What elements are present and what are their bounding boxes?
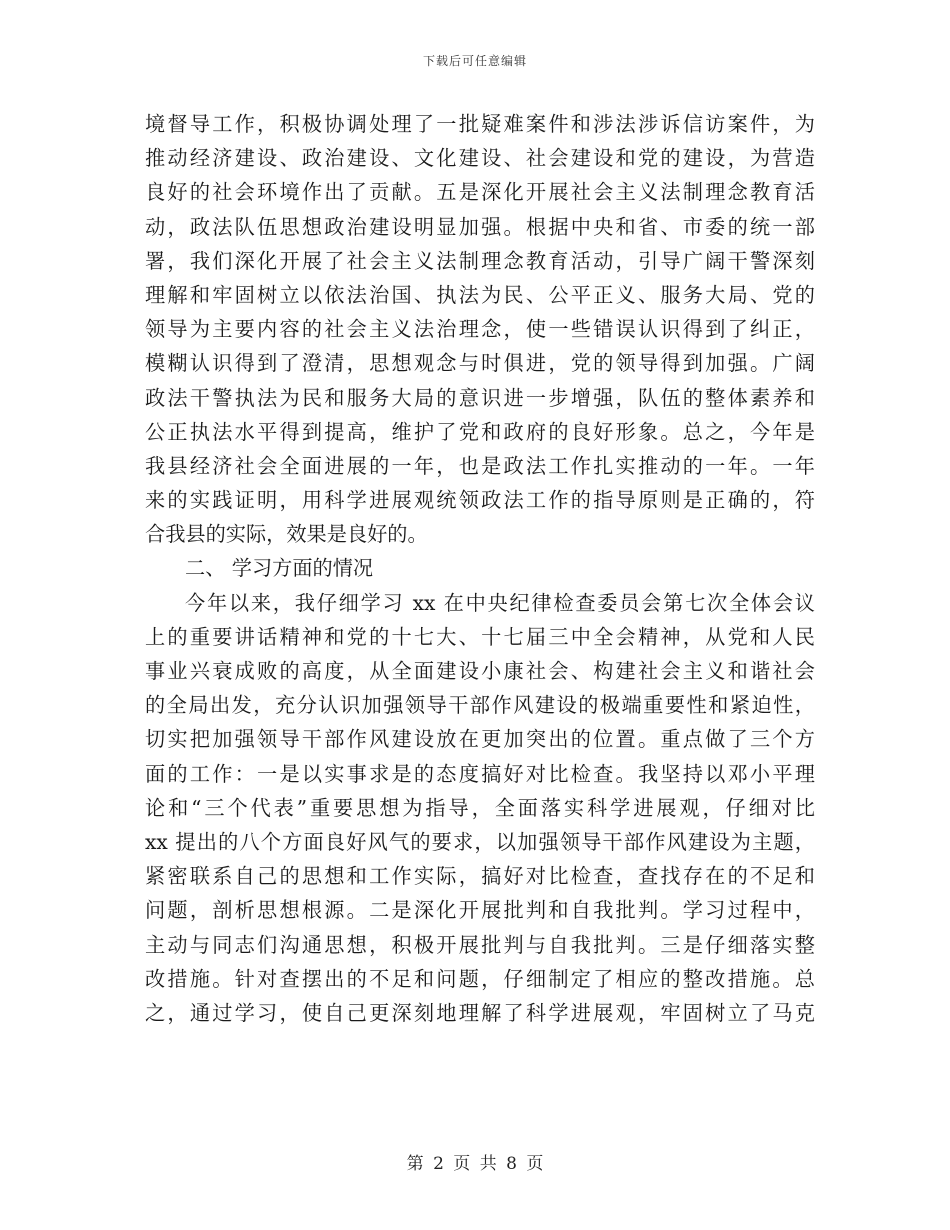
body-line: 动，政法队伍思想政治建设明显加强。根据中央和省、市委的统一部 xyxy=(145,214,815,239)
body-line: 政法干警执法为民和服务大局的意识进一步增强，队伍的整体素养和 xyxy=(145,385,815,410)
body-line: 良好的社会环境作出了贡献。五是深化开展社会主义法制理念教育活 xyxy=(145,180,815,205)
body-line: 上的重要讲话精神和党的十七大、十七届三中全会精神，从党和人民 xyxy=(145,624,815,649)
page-number: 第 2 页 共 8 页 xyxy=(406,1154,544,1174)
body-line: 的全局出发，充分认识加强领导干部作风建设的极端重要性和紧迫性， xyxy=(145,693,815,718)
body-line: 问题，剖析思想根源。二是深化开展批判和自我批判。学习过程中， xyxy=(145,898,815,923)
body-line: 模糊认识得到了澄清，思想观念与时俱进，党的领导得到加强。广阔 xyxy=(145,351,815,376)
document-body xyxy=(145,107,815,1030)
body-line: 境督导工作，积极协调处理了一批疑难案件和涉法涉诉信访案件，为 xyxy=(145,112,815,136)
body-line: 我县经济社会全面进展的一年，也是政法工作扎实推动的一年。一年 xyxy=(145,453,815,478)
body-line: 公正执法水平得到提高，维护了党和政府的良好形象。总之，今年是 xyxy=(145,419,815,444)
body-line: 紧密联系自己的思想和工作实际，搞好对比检查，查找存在的不足和 xyxy=(145,864,815,889)
body-line: 之，通过学习，使自己更深刻地理解了科学进展观，牢固树立了马克 xyxy=(145,1000,815,1025)
body-line: 合我县的实际，效果是良好的。 xyxy=(145,522,428,547)
page-header: 下载后可任意编辑 xyxy=(422,54,527,68)
body-line: 来的实践证明，用科学进展观统领政法工作的指导原则是正确的，符 xyxy=(145,488,815,513)
body-line: xx 提出的八个方面良好风气的要求，以加强领导干部作风建设为主题， xyxy=(145,829,815,854)
body-line: 理解和牢固树立以依法治国、执法为民、公平正义、服务大局、党的 xyxy=(145,282,815,307)
body-line: 论和“三个代表”重要思想为指导，全面落实科学进展观，仔细对比 xyxy=(145,795,815,820)
body-line: 切实把加强领导干部作风建设放在更加突出的位置。重点做了三个方 xyxy=(145,727,815,752)
section-heading: 二、 学习方面的情况 xyxy=(185,556,374,581)
body-line: 推动经济建设、政治建设、文化建设、社会建设和党的建设，为营造 xyxy=(145,146,815,171)
body-line: 主动与同志们沟通思想，积极开展批判与自我批判。三是仔细落实整 xyxy=(145,932,815,957)
body-line: 领导为主要内容的社会主义法治理念，使一些错误认识得到了纠正， xyxy=(145,317,815,342)
body-line: 面的工作：一是以实事求是的态度搞好对比检查。我坚持以邓小平理 xyxy=(145,761,815,786)
body-line: 事业兴衰成败的高度，从全面建设小康社会、构建社会主义和谐社会 xyxy=(145,659,815,683)
body-line: 改措施。针对查摆出的不足和问题，仔细制定了相应的整改措施。总 xyxy=(145,966,815,991)
body-line: 今年以来，我仔细学习 xx 在中央纪律检查委员会第七次全体会议 xyxy=(185,590,815,615)
body-line: 署，我们深化开展了社会主义法制理念教育活动，引导广阔干警深刻 xyxy=(145,248,815,273)
